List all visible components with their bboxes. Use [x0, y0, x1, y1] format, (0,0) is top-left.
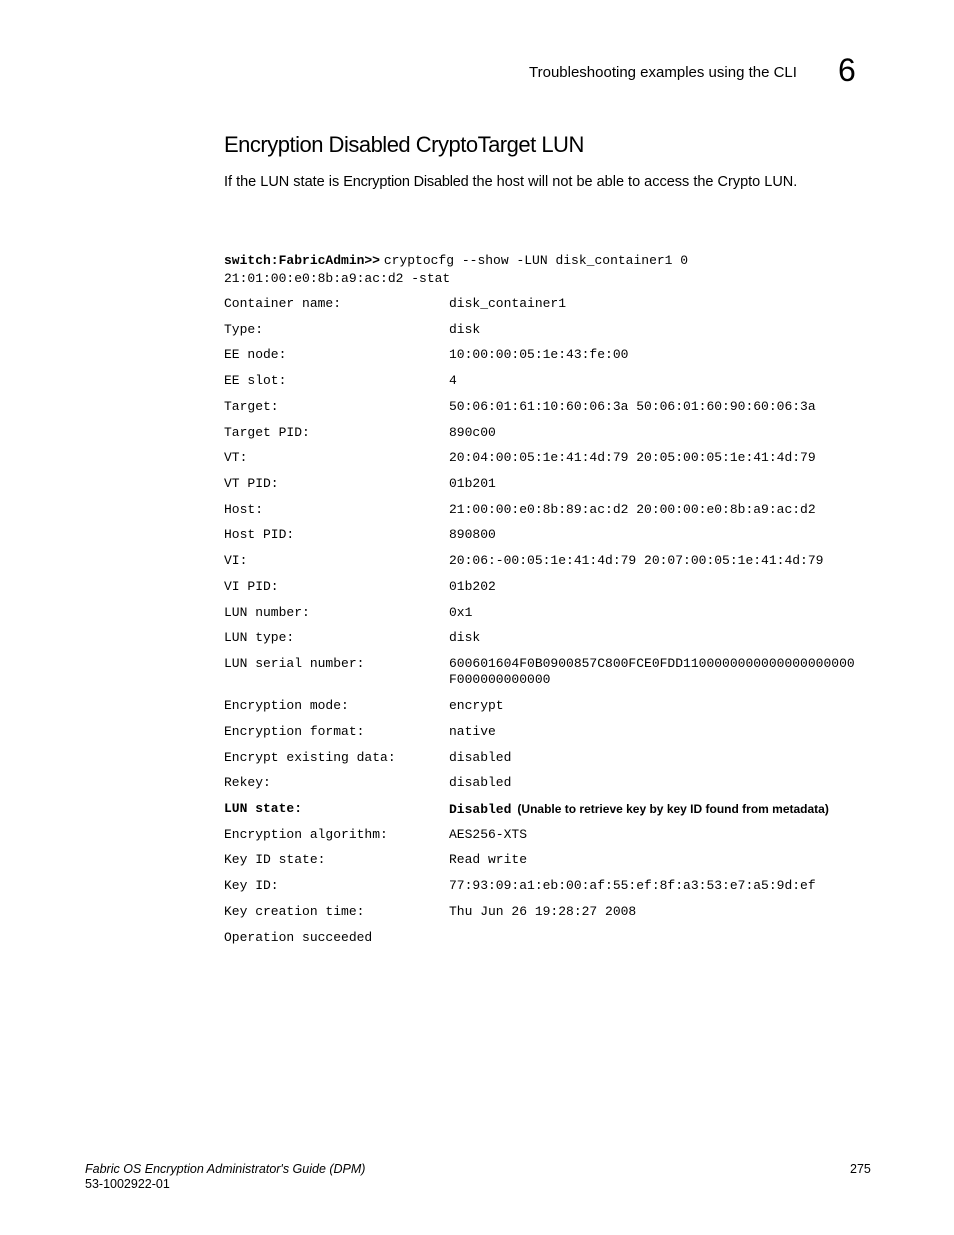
- output-key: Rekey:: [224, 775, 271, 790]
- chapter-number: 6: [838, 52, 856, 88]
- output-value: 77:93:09:a1:eb:00:af:55:ef:8f:a3:53:e7:a5:9d:ef: [449, 878, 816, 893]
- output-value: 4: [449, 373, 457, 388]
- output-key: Encryption format:: [224, 724, 365, 739]
- output-row-vi: [224, 553, 869, 579]
- output-value-line-2: F000000000000: [449, 672, 551, 687]
- output-row-encryption-mode: [224, 698, 869, 724]
- output-key: LUN type:: [224, 630, 295, 645]
- output-row-operation-status: [224, 930, 869, 956]
- output-value: disk_container1: [449, 296, 567, 311]
- output-row-ee-node: [224, 347, 869, 373]
- output-row-key-id: [224, 878, 869, 904]
- output-key: Key creation time:: [224, 904, 365, 919]
- output-row-host: [224, 502, 869, 527]
- output-value: 01b201: [449, 476, 496, 491]
- output-value: Read write: [449, 852, 528, 867]
- output-value: 50:06:01:61:10:60:06:3a 50:06:01:60:90:60:06:3a: [449, 399, 816, 414]
- output-row-lun-type: [224, 630, 869, 656]
- output-key: Type:: [224, 322, 264, 337]
- output-row-rekey: [224, 775, 869, 801]
- output-key: Encryption mode:: [224, 698, 349, 713]
- output-key: Target:: [224, 399, 279, 414]
- output-value: disk: [449, 322, 481, 337]
- page-number: 275: [850, 1162, 871, 1176]
- output-row-lun-serial-number: [224, 656, 869, 698]
- output-row-target: [224, 399, 869, 425]
- output-value: AES256-XTS: [449, 827, 528, 842]
- output-value: 01b202: [449, 579, 496, 594]
- output-key: Key ID:: [224, 878, 279, 893]
- output-row-encryption-algorithm: [224, 827, 869, 852]
- intro-suffix: the host will not be able to access the Crypto LUN.: [468, 174, 798, 190]
- cli-output-table: [224, 296, 869, 956]
- footer-doc-number: 53-1002922-01: [85, 1177, 170, 1191]
- output-row-key-id-state: [224, 852, 869, 878]
- output-value: disabled: [449, 750, 512, 765]
- output-key: Encryption algorithm:: [224, 827, 388, 842]
- output-key: EE node:: [224, 347, 287, 362]
- output-value: encrypt: [449, 698, 504, 713]
- output-key: Container name:: [224, 296, 342, 311]
- cli-command-line-2: 21:01:00:e0:8b:a9:ac:d2 -stat: [224, 271, 451, 286]
- output-key: Encrypt existing data:: [224, 750, 396, 765]
- output-row-ee-slot: [224, 373, 869, 399]
- output-key: Host PID:: [224, 527, 295, 542]
- output-value: [449, 801, 869, 827]
- output-value: 890c00: [449, 425, 496, 440]
- output-row-vt-pid: [224, 476, 869, 502]
- output-value: 890800: [449, 527, 496, 542]
- output-row-container-name: [224, 296, 869, 322]
- lun-state-value: Disabled: [449, 802, 512, 817]
- output-key: LUN state:: [224, 801, 303, 816]
- output-key: Key ID state:: [224, 852, 326, 867]
- output-row-target-pid: [224, 425, 869, 450]
- output-key: VT PID:: [224, 476, 279, 491]
- output-value-line-1: 600601604F0B0900857C800FCE0FDD1100000000000000000000: [449, 656, 855, 671]
- output-key: EE slot:: [224, 373, 287, 388]
- output-value: 20:04:00:05:1e:41:4d:79 20:05:00:05:1e:41:4d:79: [449, 450, 816, 465]
- cli-command-line-1: [224, 251, 688, 270]
- output-value: 0x1: [449, 605, 473, 620]
- output-key: LUN serial number:: [224, 656, 365, 671]
- output-row-type: [224, 322, 869, 347]
- output-value: Thu Jun 26 19:28:27 2008: [449, 904, 637, 919]
- output-value: 20:06:-00:05:1e:41:4d:79 20:07:00:05:1e:41:4d:79: [449, 553, 824, 568]
- output-value: native: [449, 724, 496, 739]
- output-value: 10:00:00:05:1e:43:fe:00: [449, 347, 629, 362]
- intro-paragraph: [224, 174, 797, 190]
- output-key: Host:: [224, 502, 264, 517]
- output-value: disabled: [449, 775, 512, 790]
- output-key: VT:: [224, 450, 248, 465]
- output-key: VI PID:: [224, 579, 279, 594]
- output-row-host-pid: [224, 527, 869, 553]
- intro-prefix: If the LUN state is: [224, 174, 344, 190]
- output-status-text: Operation succeeded: [224, 930, 373, 945]
- running-header-title: Troubleshooting examples using the CLI: [529, 64, 797, 81]
- footer-doc-title: Fabric OS Encryption Administrator's Guide (DPM): [85, 1162, 366, 1176]
- output-row-key-creation-time: [224, 904, 869, 930]
- output-row-vt: [224, 450, 869, 476]
- output-key: Target PID:: [224, 425, 310, 440]
- section-title: Encryption Disabled CryptoTarget LUN: [224, 132, 584, 157]
- output-key: VI:: [224, 553, 248, 568]
- output-row-vi-pid: [224, 579, 869, 605]
- cli-prompt-gt: >: [372, 252, 380, 267]
- output-key: LUN number:: [224, 605, 310, 620]
- output-value: [449, 656, 869, 698]
- intro-emphasis: Encryption Disabled: [343, 174, 469, 190]
- output-row-encrypt-existing-data: [224, 750, 869, 775]
- cli-command-text: cryptocfg --show -LUN disk_container1 0: [383, 253, 689, 268]
- cli-command: [224, 251, 688, 288]
- page-footer: [85, 1162, 365, 1192]
- output-value: 21:00:00:e0:8b:89:ac:d2 20:00:00:e0:8b:a9:ac:d2: [449, 502, 816, 517]
- output-row-lun-number: [224, 605, 869, 630]
- output-value: disk: [449, 630, 481, 645]
- output-row-encryption-format: [224, 724, 869, 750]
- cli-prompt: switch:FabricAdmin>: [224, 253, 373, 268]
- lun-state-note: (Unable to retrieve key by key ID found from metadata): [517, 802, 829, 816]
- output-row-lun-state: [224, 801, 869, 827]
